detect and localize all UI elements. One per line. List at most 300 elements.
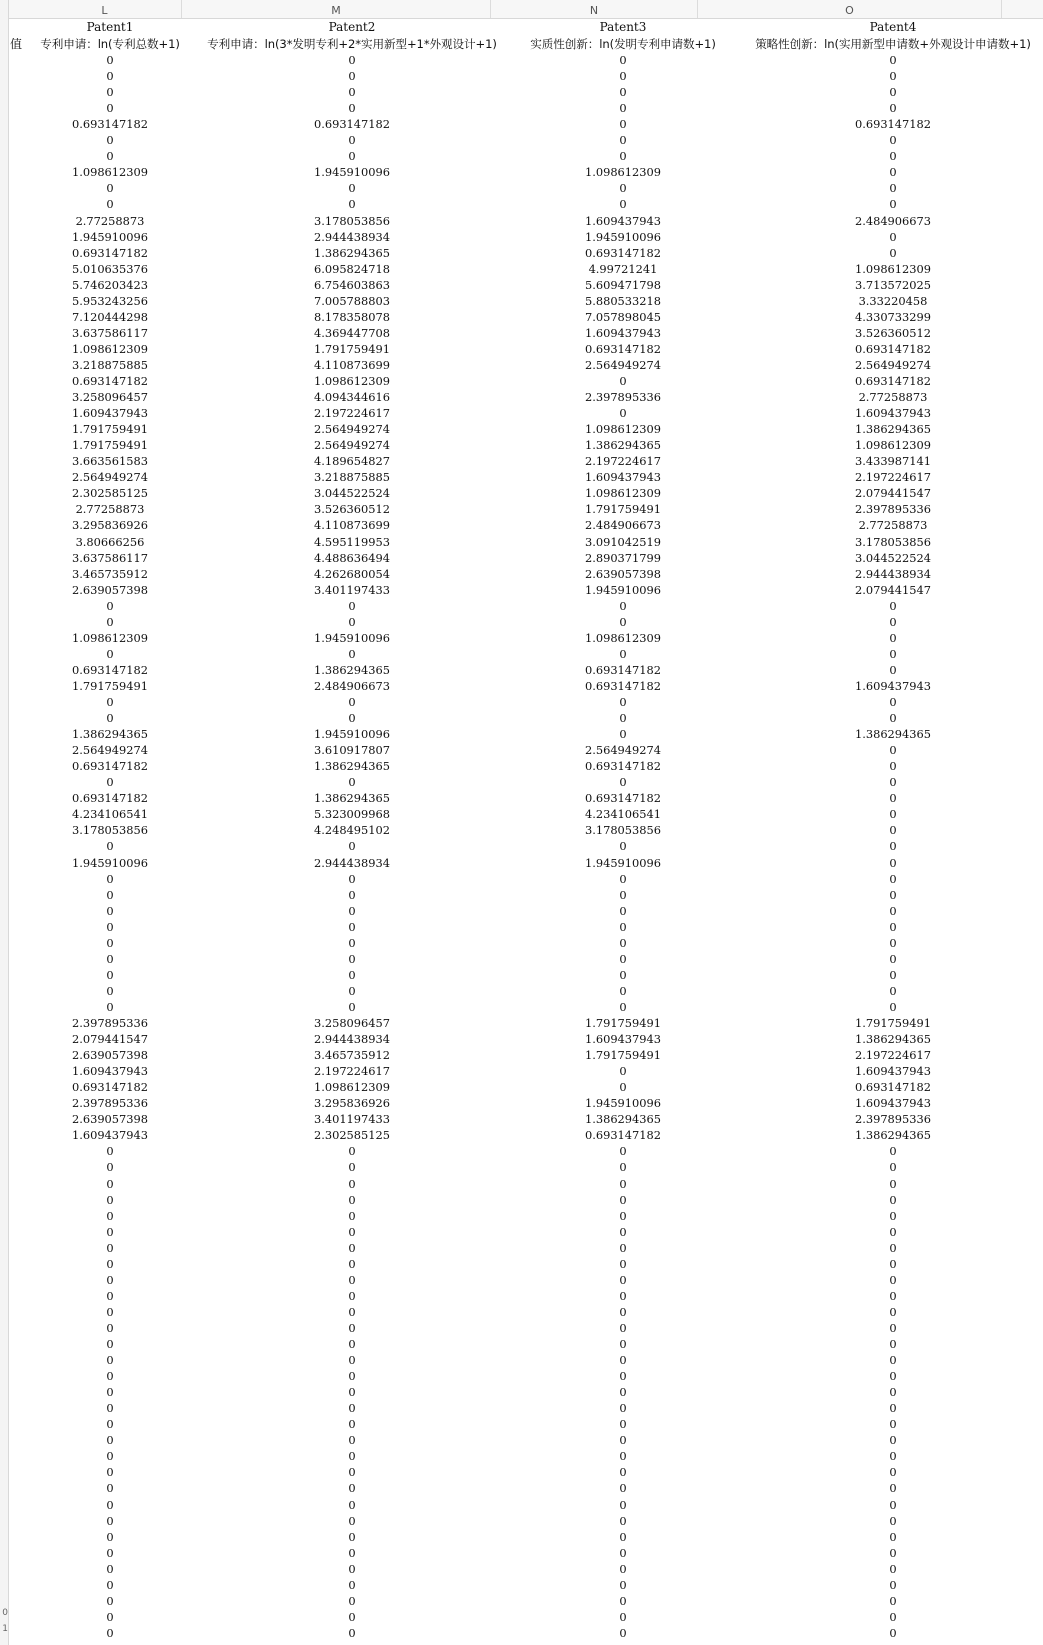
table-cell[interactable]: 3.433987141: [854, 454, 932, 469]
table-cell[interactable]: 1.386294365: [854, 422, 932, 437]
table-cell[interactable]: 0: [619, 149, 627, 164]
table-cell[interactable]: 0: [106, 1256, 114, 1271]
table-cell[interactable]: 2.639057398: [71, 582, 149, 597]
table-cell[interactable]: 0: [106, 1529, 114, 1544]
table-cell[interactable]: 5.953243256: [71, 293, 149, 308]
table-cell[interactable]: 0: [619, 695, 627, 709]
table-cell[interactable]: 0: [348, 1304, 356, 1319]
table-cell[interactable]: 0: [348, 1369, 356, 1384]
table-cell[interactable]: 1.945910096: [313, 727, 391, 742]
table-cell[interactable]: 0: [619, 197, 627, 212]
table-cell[interactable]: 0: [106, 839, 114, 854]
table-cell[interactable]: 3.295836926: [313, 1096, 391, 1111]
table-cell[interactable]: 2.484906673: [313, 678, 391, 693]
table-cell[interactable]: 0: [106, 1144, 114, 1159]
table-cell[interactable]: 3.33220458: [858, 293, 928, 308]
table-cell[interactable]: 0: [889, 1433, 897, 1448]
table-cell[interactable]: 0: [348, 1561, 356, 1576]
table-cell[interactable]: 0: [889, 149, 897, 164]
table-cell[interactable]: 0.693147182: [584, 245, 662, 260]
table-cell[interactable]: 0: [619, 1064, 627, 1079]
table-cell[interactable]: 0: [619, 919, 627, 934]
table-cell[interactable]: 0: [348, 1337, 356, 1351]
table-cell[interactable]: 0: [348, 935, 356, 950]
table-cell[interactable]: 0: [106, 983, 114, 998]
table-cell[interactable]: 1.098612309: [313, 374, 391, 388]
table-cell[interactable]: 4.094344616: [313, 390, 391, 405]
table-cell[interactable]: 0: [889, 919, 897, 934]
table-cell[interactable]: 1.098612309: [71, 341, 149, 356]
column-header-n[interactable]: N: [491, 0, 698, 18]
table-cell[interactable]: 2.639057398: [584, 566, 662, 581]
table-cell[interactable]: 2.564949274: [71, 470, 149, 485]
table-cell[interactable]: 0: [348, 1192, 356, 1207]
table-cell[interactable]: 0: [619, 1272, 627, 1287]
table-cell[interactable]: 0: [889, 951, 897, 966]
table-cell[interactable]: 0: [889, 1240, 897, 1255]
table-cell[interactable]: 0: [348, 1224, 356, 1239]
table-cell[interactable]: 1.609437943: [71, 1064, 149, 1079]
table-cell[interactable]: 1.791759491: [71, 438, 149, 453]
table-cell[interactable]: 0: [106, 951, 114, 966]
table-cell[interactable]: 4.330733299: [854, 309, 932, 324]
table-cell[interactable]: 0: [348, 711, 356, 726]
table-cell[interactable]: 0: [889, 1160, 897, 1175]
table-cell[interactable]: 0: [348, 1609, 356, 1624]
table-cell[interactable]: 0: [348, 999, 356, 1014]
table-cell[interactable]: 2.397895336: [71, 1016, 149, 1030]
table-cell[interactable]: 2.564949274: [584, 357, 662, 372]
table-cell[interactable]: 0: [348, 1433, 356, 1448]
table-cell[interactable]: 0: [889, 1320, 897, 1335]
table-cell[interactable]: 1.609437943: [854, 678, 932, 693]
table-cell[interactable]: 0: [106, 1513, 114, 1528]
table-cell[interactable]: 2.77258873: [75, 213, 145, 228]
table-cell[interactable]: 0: [619, 1304, 627, 1319]
table-cell[interactable]: 0: [889, 1385, 897, 1400]
table-cell[interactable]: 0: [106, 1401, 114, 1416]
table-cell[interactable]: 0: [619, 117, 627, 132]
table-cell[interactable]: 0: [889, 646, 897, 661]
table-cell[interactable]: 3.637586117: [71, 550, 149, 565]
table-cell[interactable]: 0: [889, 1625, 897, 1640]
table-cell[interactable]: 2.77258873: [858, 518, 928, 533]
table-cell[interactable]: 0: [889, 1609, 897, 1624]
table-cell[interactable]: 0: [348, 85, 356, 100]
table-cell[interactable]: 0: [106, 101, 114, 116]
table-cell[interactable]: 0: [889, 101, 897, 116]
table-cell[interactable]: 1.609437943: [854, 1064, 932, 1079]
table-cell[interactable]: 1.609437943: [854, 1096, 932, 1111]
table-cell[interactable]: 0: [106, 999, 114, 1014]
table-cell[interactable]: 3.178053856: [854, 534, 932, 549]
table-cell[interactable]: 0: [619, 614, 627, 629]
table-cell[interactable]: 0: [619, 181, 627, 196]
table-cell[interactable]: 0: [619, 101, 627, 116]
table-cell[interactable]: 0: [619, 1369, 627, 1384]
row-number[interactable]: 1: [2, 1624, 8, 1634]
table-cell[interactable]: 0: [619, 967, 627, 982]
table-cell[interactable]: 1.098612309: [854, 438, 932, 453]
table-cell[interactable]: 1.098612309: [584, 486, 662, 501]
table-cell[interactable]: 0: [348, 1577, 356, 1592]
table-cell[interactable]: 6.095824718: [313, 261, 391, 276]
table-cell[interactable]: 0: [619, 406, 627, 421]
table-cell[interactable]: 0: [106, 711, 114, 726]
table-cell[interactable]: 1.791759491: [584, 1016, 662, 1030]
table-cell[interactable]: 0: [348, 695, 356, 709]
table-cell[interactable]: 0: [348, 1465, 356, 1480]
table-cell[interactable]: 2.397895336: [854, 502, 932, 517]
table-cell[interactable]: 4.234106541: [71, 807, 149, 822]
table-cell[interactable]: 0: [348, 919, 356, 934]
table-cell[interactable]: 0: [889, 743, 897, 758]
table-cell[interactable]: 0: [106, 53, 114, 67]
table-cell[interactable]: 0: [348, 646, 356, 661]
table-cell[interactable]: 0: [619, 1529, 627, 1544]
table-cell[interactable]: 0: [348, 1176, 356, 1191]
table-cell[interactable]: 1.098612309: [71, 165, 149, 180]
table-cell[interactable]: 0: [619, 1192, 627, 1207]
table-cell[interactable]: 3.295836926: [71, 518, 149, 533]
table-cell[interactable]: 0: [106, 614, 114, 629]
table-cell[interactable]: 0: [106, 1208, 114, 1223]
table-cell[interactable]: 0: [889, 630, 897, 645]
table-cell[interactable]: 5.010635376: [71, 261, 149, 276]
table-cell[interactable]: 0: [889, 245, 897, 260]
table-cell[interactable]: 0: [619, 887, 627, 902]
table-cell[interactable]: 0: [348, 967, 356, 982]
table-cell[interactable]: 0: [106, 1320, 114, 1335]
table-cell[interactable]: 1.791759491: [313, 341, 391, 356]
table-cell[interactable]: 0: [106, 1224, 114, 1239]
table-cell[interactable]: 3.401197433: [313, 1112, 391, 1127]
table-cell[interactable]: 0: [106, 1625, 114, 1640]
table-cell[interactable]: 1.609437943: [584, 1032, 662, 1047]
table-cell[interactable]: 0: [619, 1433, 627, 1448]
table-cell[interactable]: 0: [619, 1449, 627, 1464]
table-cell[interactable]: 0: [619, 1577, 627, 1592]
table-cell[interactable]: 0: [889, 1417, 897, 1432]
table-cell[interactable]: 2.079441547: [854, 582, 932, 597]
table-cell[interactable]: 0: [619, 1545, 627, 1560]
header-title-cell[interactable]: Patent4: [869, 20, 917, 34]
table-cell[interactable]: 1.791759491: [584, 502, 662, 517]
table-cell[interactable]: 5.880533218: [584, 293, 662, 308]
table-cell[interactable]: 0: [619, 871, 627, 886]
table-cell[interactable]: 1.609437943: [71, 1128, 149, 1143]
table-cell[interactable]: 3.663561583: [71, 454, 149, 469]
header-desc-cell[interactable]: 实质性创新：ln(发明专利申请数+1): [530, 37, 716, 51]
table-cell[interactable]: 0: [106, 695, 114, 709]
table-cell[interactable]: 0: [889, 935, 897, 950]
table-cell[interactable]: 0: [619, 598, 627, 613]
table-cell[interactable]: 0: [348, 1529, 356, 1544]
table-cell[interactable]: 1.791759491: [71, 422, 149, 437]
table-cell[interactable]: 3.465735912: [313, 1048, 391, 1063]
table-cell[interactable]: 0: [106, 775, 114, 790]
table-cell[interactable]: 1.386294365: [71, 727, 149, 742]
table-cell[interactable]: 2.890371799: [584, 550, 662, 565]
table-cell[interactable]: 0: [106, 85, 114, 100]
table-cell[interactable]: 0: [619, 1465, 627, 1480]
table-cell[interactable]: 0: [619, 1497, 627, 1512]
header-desc-cell[interactable]: 策略性创新：ln(实用新型申请数+外观设计申请数+1): [755, 37, 1031, 51]
table-cell[interactable]: 0: [889, 775, 897, 790]
table-cell[interactable]: 1.609437943: [584, 325, 662, 340]
table-cell[interactable]: 0: [348, 1449, 356, 1464]
table-cell[interactable]: 1.386294365: [313, 662, 391, 677]
table-cell[interactable]: 0.693147182: [854, 117, 932, 132]
table-cell[interactable]: 0: [889, 999, 897, 1014]
table-cell[interactable]: 0: [348, 951, 356, 966]
row-number[interactable]: 0: [2, 1608, 8, 1618]
table-cell[interactable]: 0: [348, 181, 356, 196]
table-cell[interactable]: 0.693147182: [313, 117, 391, 132]
table-cell[interactable]: 0: [106, 646, 114, 661]
table-cell[interactable]: 2.639057398: [71, 1112, 149, 1127]
table-cell[interactable]: 0: [889, 1369, 897, 1384]
table-cell[interactable]: 0: [619, 374, 627, 388]
table-cell[interactable]: 1.098612309: [584, 422, 662, 437]
table-cell[interactable]: 1.386294365: [313, 791, 391, 806]
table-cell[interactable]: 0: [619, 1609, 627, 1624]
table-cell[interactable]: 1.098612309: [584, 165, 662, 180]
table-cell[interactable]: 2.079441547: [854, 486, 932, 501]
table-cell[interactable]: 0: [889, 1481, 897, 1496]
table-cell[interactable]: 3.178053856: [584, 823, 662, 838]
table-cell[interactable]: 0: [889, 1224, 897, 1239]
table-cell[interactable]: 0: [348, 1625, 356, 1640]
table-cell[interactable]: 1.609437943: [584, 213, 662, 228]
table-cell[interactable]: 0: [619, 1080, 627, 1095]
table-cell[interactable]: 0: [889, 1337, 897, 1351]
column-header-o[interactable]: O: [698, 0, 1002, 18]
table-cell[interactable]: 0.693147182: [584, 791, 662, 806]
table-cell[interactable]: 4.189654827: [313, 454, 391, 469]
table-cell[interactable]: 0: [889, 1593, 897, 1608]
table-cell[interactable]: 0: [348, 149, 356, 164]
table-cell[interactable]: 0: [889, 759, 897, 774]
table-cell[interactable]: 0: [348, 1288, 356, 1303]
table-cell[interactable]: 1.386294365: [854, 1032, 932, 1047]
table-cell[interactable]: 0: [889, 133, 897, 148]
table-cell[interactable]: 0: [348, 1160, 356, 1175]
table-cell[interactable]: 1.791759491: [854, 1016, 932, 1030]
table-cell[interactable]: 0: [348, 983, 356, 998]
table-cell[interactable]: 0: [348, 614, 356, 629]
table-cell[interactable]: 1.945910096: [313, 630, 391, 645]
table-cell[interactable]: 0.693147182: [71, 662, 149, 677]
table-cell[interactable]: 0: [106, 1433, 114, 1448]
table-cell[interactable]: 3.258096457: [313, 1016, 391, 1030]
column-header-l[interactable]: L: [28, 0, 182, 18]
table-cell[interactable]: 0: [348, 1144, 356, 1159]
table-cell[interactable]: 0: [106, 1545, 114, 1560]
table-cell[interactable]: 2.77258873: [858, 390, 928, 405]
table-cell[interactable]: 0: [348, 1545, 356, 1560]
table-cell[interactable]: 0.693147182: [584, 678, 662, 693]
table-cell[interactable]: 1.945910096: [71, 855, 149, 870]
table-cell[interactable]: 3.091042519: [584, 534, 662, 549]
table-cell[interactable]: 2.564949274: [584, 743, 662, 758]
table-cell[interactable]: 0: [348, 1481, 356, 1496]
table-cell[interactable]: 3.526360512: [313, 502, 391, 517]
table-cell[interactable]: 0: [889, 871, 897, 886]
table-cell[interactable]: 8.178358078: [313, 309, 391, 324]
table-cell[interactable]: 0: [106, 1160, 114, 1175]
table-cell[interactable]: 0: [619, 1256, 627, 1271]
table-cell[interactable]: 2.564949274: [854, 357, 932, 372]
table-cell[interactable]: 0: [106, 133, 114, 148]
table-cell[interactable]: 0: [348, 1272, 356, 1287]
table-cell[interactable]: 2.197224617: [584, 454, 662, 469]
table-cell[interactable]: 0: [106, 1449, 114, 1464]
table-cell[interactable]: 0: [619, 1337, 627, 1351]
table-cell[interactable]: 0: [619, 1320, 627, 1335]
table-cell[interactable]: 2.639057398: [71, 1048, 149, 1063]
table-cell[interactable]: 0: [889, 887, 897, 902]
table-cell[interactable]: 0: [889, 1288, 897, 1303]
table-cell[interactable]: 2.397895336: [71, 1096, 149, 1111]
table-cell[interactable]: 0.693147182: [584, 759, 662, 774]
table-cell[interactable]: 3.610917807: [313, 743, 391, 758]
table-cell[interactable]: 0: [619, 935, 627, 950]
table-cell[interactable]: 0: [106, 1240, 114, 1255]
table-cell[interactable]: 0: [106, 1577, 114, 1592]
table-cell[interactable]: 0: [348, 1208, 356, 1223]
table-cell[interactable]: 3.465735912: [71, 566, 149, 581]
table-cell[interactable]: 0: [348, 871, 356, 886]
table-cell[interactable]: 0: [619, 999, 627, 1014]
table-cell[interactable]: 0: [348, 1353, 356, 1368]
table-cell[interactable]: 1.386294365: [313, 245, 391, 260]
table-cell[interactable]: 0: [889, 1401, 897, 1416]
table-cell[interactable]: 0: [619, 133, 627, 148]
table-cell[interactable]: 3.178053856: [313, 213, 391, 228]
table-cell[interactable]: 0: [889, 1465, 897, 1480]
table-cell[interactable]: 3.178053856: [71, 823, 149, 838]
table-cell[interactable]: 0: [619, 69, 627, 84]
table-cell[interactable]: 1.791759491: [584, 1048, 662, 1063]
table-cell[interactable]: 0: [106, 1192, 114, 1207]
table-cell[interactable]: 0: [889, 69, 897, 84]
table-cell[interactable]: 0: [889, 229, 897, 244]
table-cell[interactable]: 0: [889, 181, 897, 196]
table-cell[interactable]: 2.77258873: [75, 502, 145, 517]
table-cell[interactable]: 0: [889, 839, 897, 854]
table-cell[interactable]: 3.637586117: [71, 325, 149, 340]
table-cell[interactable]: 1.386294365: [584, 438, 662, 453]
table-cell[interactable]: 0: [348, 887, 356, 902]
table-cell[interactable]: 1.098612309: [313, 1080, 391, 1095]
table-cell[interactable]: 5.746203423: [71, 277, 149, 292]
table-cell[interactable]: 0: [348, 1513, 356, 1528]
table-cell[interactable]: 1.098612309: [71, 630, 149, 645]
table-cell[interactable]: 0: [619, 1481, 627, 1496]
table-cell[interactable]: 0: [106, 1337, 114, 1351]
table-cell[interactable]: 2.197224617: [854, 1048, 932, 1063]
table-cell[interactable]: 0: [619, 1513, 627, 1528]
table-cell[interactable]: 0: [106, 1272, 114, 1287]
table-cell[interactable]: 4.262680054: [313, 566, 391, 581]
table-cell[interactable]: 0: [889, 1176, 897, 1191]
table-cell[interactable]: 0: [348, 1385, 356, 1400]
table-cell[interactable]: 0: [889, 53, 897, 67]
table-cell[interactable]: 5.323009968: [313, 807, 391, 822]
table-cell[interactable]: 0: [889, 823, 897, 838]
table-cell[interactable]: 0.693147182: [71, 374, 149, 388]
table-cell[interactable]: 0: [348, 69, 356, 84]
table-cell[interactable]: 0: [348, 133, 356, 148]
table-cell[interactable]: 4.99721241: [588, 261, 658, 276]
table-cell[interactable]: 4.369447708: [313, 325, 391, 340]
table-cell[interactable]: 0: [889, 1577, 897, 1592]
table-cell[interactable]: 0: [619, 1625, 627, 1640]
table-cell[interactable]: 0: [889, 695, 897, 709]
table-cell[interactable]: 3.218875885: [71, 357, 149, 372]
table-cell[interactable]: 2.197224617: [313, 1064, 391, 1079]
table-cell[interactable]: 0: [348, 101, 356, 116]
table-cell[interactable]: 0: [889, 1561, 897, 1576]
table-cell[interactable]: 4.595119953: [313, 534, 391, 549]
table-cell[interactable]: 0: [106, 1593, 114, 1608]
table-cell[interactable]: 0: [106, 1481, 114, 1496]
table-cell[interactable]: 0: [348, 53, 356, 67]
table-cell[interactable]: 0: [619, 727, 627, 742]
table-cell[interactable]: 0: [348, 1256, 356, 1271]
table-cell[interactable]: 1.945910096: [584, 582, 662, 597]
table-cell[interactable]: 0: [619, 1160, 627, 1175]
table-cell[interactable]: 0: [106, 871, 114, 886]
header-title-cell[interactable]: Patent2: [328, 20, 376, 34]
table-cell[interactable]: 0.693147182: [71, 759, 149, 774]
table-cell[interactable]: 0: [106, 598, 114, 613]
table-cell[interactable]: 7.005788803: [313, 293, 391, 308]
table-cell[interactable]: 0: [889, 614, 897, 629]
table-cell[interactable]: 6.754603863: [313, 277, 391, 292]
table-cell[interactable]: 1.386294365: [854, 1128, 932, 1143]
table-cell[interactable]: 0: [889, 791, 897, 806]
table-cell[interactable]: 0: [348, 1240, 356, 1255]
table-cell[interactable]: 0.693147182: [854, 1080, 932, 1095]
table-cell[interactable]: 0: [619, 1240, 627, 1255]
table-cell[interactable]: 0: [619, 1176, 627, 1191]
table-cell[interactable]: 0: [889, 1192, 897, 1207]
table-cell[interactable]: 2.302585125: [313, 1128, 391, 1143]
table-cell[interactable]: 0.693147182: [584, 1128, 662, 1143]
table-cell[interactable]: 7.120444298: [71, 309, 149, 324]
table-cell[interactable]: 0: [106, 1304, 114, 1319]
table-cell[interactable]: 1.945910096: [71, 229, 149, 244]
table-cell[interactable]: 3.401197433: [313, 582, 391, 597]
table-cell[interactable]: 2.484906673: [584, 518, 662, 533]
table-cell[interactable]: 0: [889, 1497, 897, 1512]
table-cell[interactable]: 0: [889, 1513, 897, 1528]
table-cell[interactable]: 0: [619, 1144, 627, 1159]
table-cell[interactable]: 0: [889, 1208, 897, 1223]
table-cell[interactable]: 2.302585125: [71, 486, 149, 501]
table-cell[interactable]: 0: [889, 1144, 897, 1159]
table-cell[interactable]: 0: [889, 983, 897, 998]
partial-header-cell[interactable]: 值: [10, 37, 23, 51]
table-cell[interactable]: 0: [106, 1465, 114, 1480]
table-cell[interactable]: 1.945910096: [584, 229, 662, 244]
table-cell[interactable]: 0: [106, 935, 114, 950]
column-header-m[interactable]: M: [182, 0, 491, 18]
table-cell[interactable]: 2.944438934: [854, 566, 932, 581]
table-cell[interactable]: 1.945910096: [584, 855, 662, 870]
